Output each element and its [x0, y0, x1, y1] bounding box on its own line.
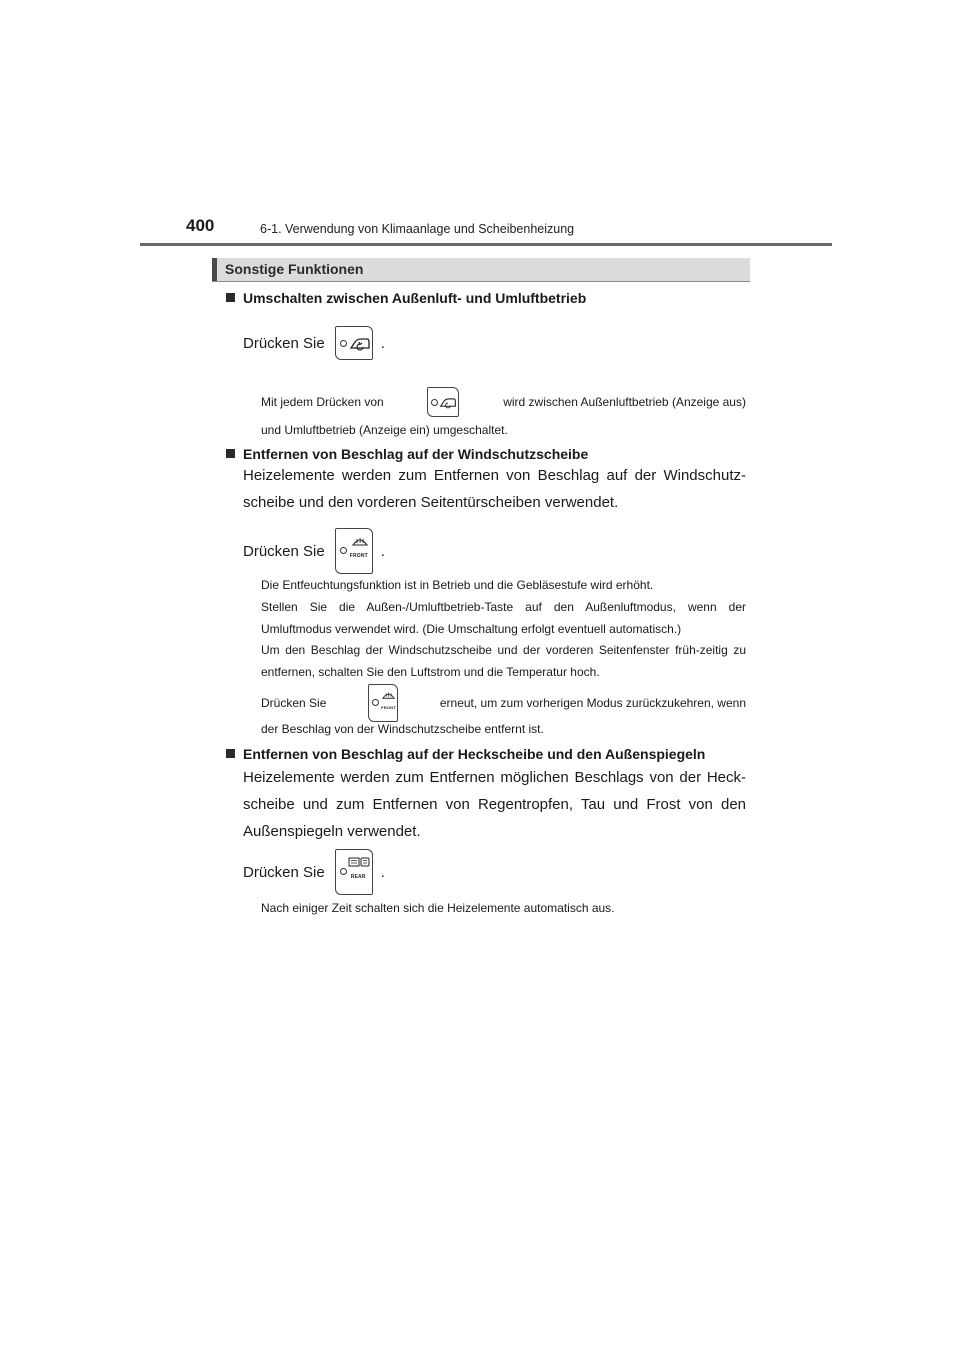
- windshield-press-prefix: Drücken Sie: [243, 542, 325, 560]
- rear-defogger-button-icon: [335, 849, 373, 895]
- recirc-note-prefix: Mit jedem Drücken von: [261, 395, 384, 409]
- running-header: 6-1. Verwendung von Klimaanlage und Scheibenheizung: [260, 222, 575, 236]
- windshield-body: Heizelemente werden zum Entfernen von Beschlag auf der Windschutz-scheibe und den vorderen Seitentürscheiben verwendet.: [243, 467, 746, 511]
- recirc-press-line: [243, 326, 385, 360]
- rear-press-prefix: Drücken Sie: [243, 863, 325, 881]
- rear-press-line: [243, 849, 385, 895]
- rear-button-label: REAR: [350, 874, 366, 880]
- bullet-square-icon: [226, 449, 235, 458]
- recirc-note-suffix: wird zwischen Außenluftbetrieb (Anzeige aus): [503, 395, 746, 409]
- recirc-note-line1: [261, 387, 746, 417]
- windshield-note4-prefix: Drücken Sie: [261, 696, 327, 710]
- section-accent: [212, 258, 217, 281]
- rear-press-suffix: .: [380, 863, 385, 881]
- rear-heading-text: Entfernen von Beschlag auf der Heckscheibe und den Außenspiegeln: [243, 746, 706, 762]
- header-rule: [140, 243, 832, 246]
- section-title: Sonstige Funktionen: [225, 261, 364, 277]
- front-defroster-button-icon: [335, 528, 373, 574]
- front-defroster-button-icon: [368, 684, 398, 722]
- front-button-label: FRONT: [349, 553, 368, 559]
- recirc-press-suffix: .: [380, 334, 385, 352]
- section-title-bar: [212, 258, 750, 282]
- recirc-heading-text: Umschalten zwischen Außenluft- und Umluftbetrieb: [243, 290, 587, 306]
- recirculation-button-icon: [427, 387, 459, 417]
- rear-note: Nach einiger Zeit schalten sich die Heizelemente automatisch aus.: [261, 901, 615, 915]
- rear-body: Heizelemente werden zum Entfernen möglichen Beschlags von der Heck-scheibe und zum Entfernen von Regentropfen, Tau und Frost von den Außenspiegeln verwendet.: [243, 769, 746, 840]
- windshield-note-2: Stellen Sie die Außen-/Umluftbetrieb-Taste auf den Außenluftmodus, wenn der Umluftmodus verwendet wird. (Die Umschaltung erfolgt eventuell automatisch.): [261, 600, 746, 636]
- windshield-press-line: [243, 528, 385, 574]
- bullet-square-icon: [226, 749, 235, 758]
- page-number: 400: [186, 216, 215, 235]
- windshield-note-3: Um den Beschlag der Windschutzscheibe und der vorderen Seitenfenster früh-zeitig zu entfernen, schalten Sie den Luftstrom und die Temperatur hoch.: [261, 643, 746, 679]
- windshield-note-4-line1: [261, 684, 746, 722]
- recirculation-button-icon: [335, 326, 373, 360]
- windshield-note-1: Die Entfeuchtungsfunktion ist in Betrieb und die Gebläsestufe wird erhöht.: [261, 578, 654, 592]
- recirc-heading: [226, 290, 586, 306]
- windshield-press-suffix: .: [380, 542, 385, 560]
- windshield-heading: [226, 446, 588, 462]
- windshield-note4-suffix: erneut, um zum vorherigen Modus zurückzukehren, wenn: [439, 696, 746, 710]
- windshield-note-4-line2: der Beschlag von der Windschutzscheibe entfernt ist.: [261, 722, 544, 736]
- bullet-square-icon: [226, 293, 235, 302]
- recirc-note-line2: und Umluftbetrieb (Anzeige ein) umgeschaltet.: [261, 423, 508, 437]
- windshield-heading-text: Entfernen von Beschlag auf der Windschutzscheibe: [243, 446, 589, 462]
- front-button-label: FRONT: [381, 705, 396, 710]
- rear-heading: [226, 746, 705, 762]
- recirc-press-prefix: Drücken Sie: [243, 334, 325, 352]
